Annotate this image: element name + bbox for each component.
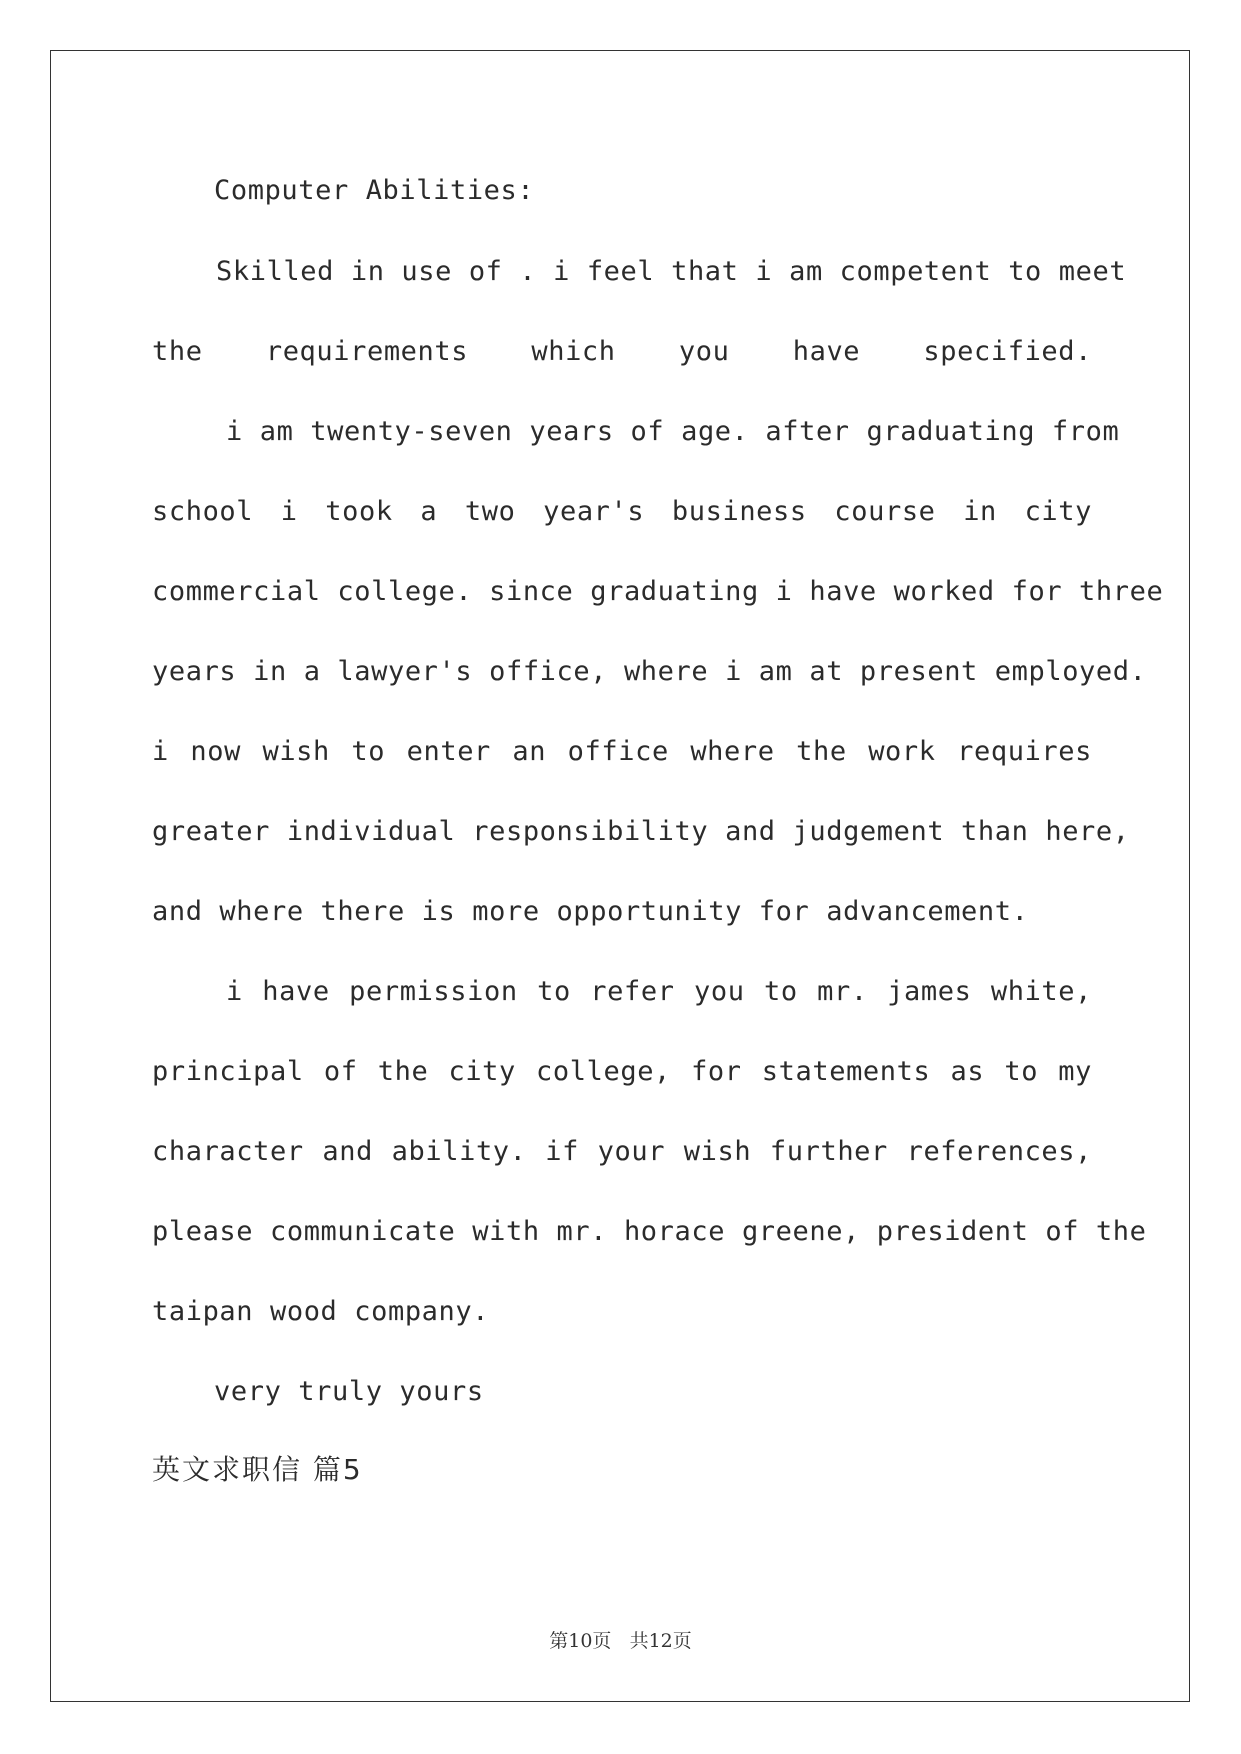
paragraph-line: Skilled in use of . i feel that i am competent to meet (216, 256, 1127, 287)
paragraph-line: taipan wood company. (152, 1296, 490, 1327)
paragraph-line: i have permission to refer you to mr. james white, (226, 976, 1092, 1007)
paragraph-line: i am twenty-seven years of age. after graduating from (226, 416, 1120, 447)
paragraph-line: greater individual responsibility and judgement than here, (152, 816, 1130, 847)
section-heading-cn: 英文求职信 篇5 (152, 1453, 363, 1486)
paragraph-line: and where there is more opportunity for advancement. (152, 896, 1029, 927)
paragraph-line: i now wish to enter an office where the work requires (152, 736, 1092, 767)
paragraph-line: commercial college. since graduating i have worked for three (152, 576, 1164, 607)
page-number-label: 第10页 (549, 1630, 612, 1652)
paragraph-line: years in a lawyer's office, where i am at present employed. (152, 656, 1147, 687)
page-footer (0, 1626, 1241, 1653)
paragraph-line: please communicate with mr. horace greene, president of the (152, 1216, 1147, 1247)
section-title-computer-abilities: Computer Abilities: (214, 175, 535, 206)
paragraph-line: principal of the city college, for statements as to my (152, 1056, 1092, 1087)
closing-salutation: very truly yours (214, 1376, 484, 1407)
paragraph-line: the requirements which you have specified. (152, 336, 1092, 367)
paragraph-line: character and ability. if your wish further references, (152, 1136, 1092, 1167)
paragraph-line: school i took a two year's business course in city (152, 496, 1092, 527)
page-total-label: 共12页 (629, 1630, 692, 1652)
